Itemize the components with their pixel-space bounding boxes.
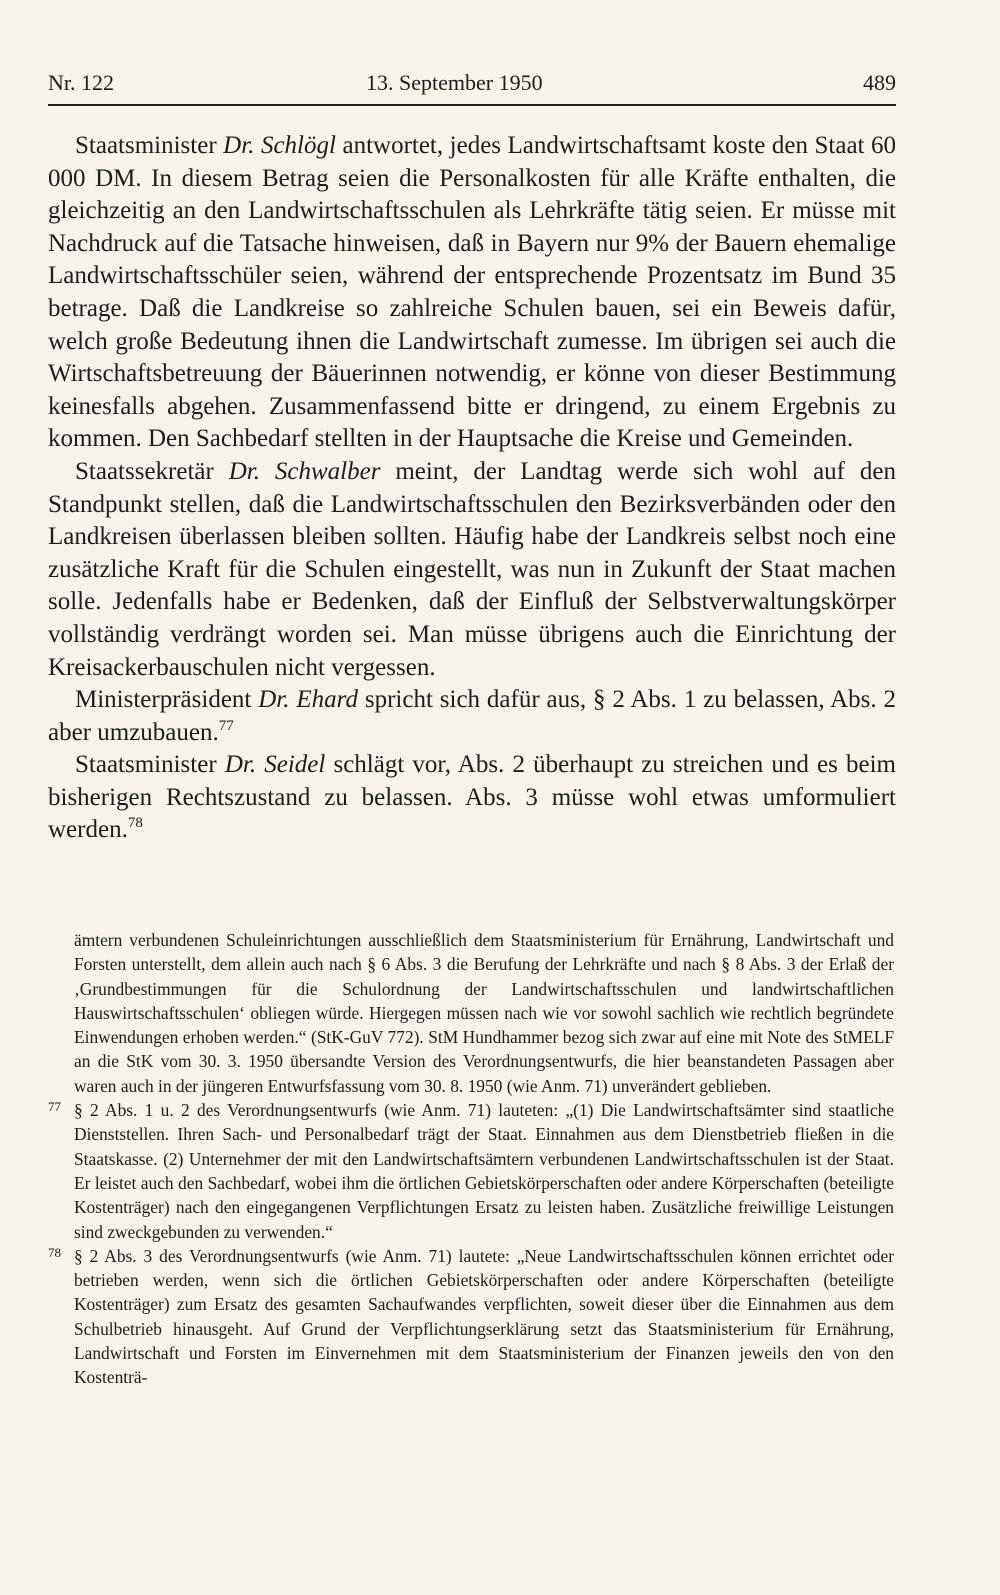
footnote-text: § 2 Abs. 1 u. 2 des Verordnungsentwurfs (wie Anm. 71) lauteten: „(1) Die Landwirtschaftsämter sind staatliche Dienststellen. Ihren Sach- und Personalbedarf trägt der Staat. Einnahmen aus dem Dienstbetrieb fließen in die Staatskasse. (2) Unternehmer der mit den Landwirtschaftsämtern verbundenen Landwirtschaftsschulen ist der Staat. Er leistet auch den Sachbedarf, wobei ihm die örtlichen Gebietskörperschaften oder andere Körperschaften (beteiligte Kostenträger) nach den eingegangenen Verpflichtungen Ersatz zu leisten haben. Zusätzliche freiwillige Leistungen sind zweckgebunden zu verwenden.“ [74, 1100, 894, 1242]
speaker-name: Dr. Schwalber [228, 457, 381, 485]
running-header [48, 64, 896, 106]
footnote-ref-77[interactable]: 77 [218, 717, 234, 734]
paragraph-schwalber [48, 456, 896, 684]
footnote-77 [48, 1098, 894, 1244]
footnote-78 [48, 1244, 894, 1390]
footnotes [48, 928, 894, 1390]
speaker-name: Dr. Ehard [258, 686, 358, 714]
document-number: Nr. 122 [48, 70, 114, 95]
main-text [48, 130, 896, 847]
paragraph-text: spricht sich dafür aus, § 2 Abs. 1 zu belassen, Abs. 2 aber umzubauen. [48, 686, 897, 746]
page-number: 489 [863, 70, 896, 95]
footnote-continued [74, 928, 894, 1098]
session-date: 13. September 1950 [366, 70, 543, 95]
paragraph-text: antwortet, jedes Landwirtschaftsamt koste den Staat 60 000 DM. In diesem Betrag seien die Personalkosten für alle Kräfte enthalten, die gleichzeitig an den Landwirtschaftsschulen als Lehrkräfte tätig seien. Er müsse mit Nachdruck auf die Tatsache hinweisen, daß in Bayern nur 9% der Bauern ehemalige Landwirtschaftsschüler seien, während der entsprechende Prozentsatz im Bund 35 betrage. Daß die Landkreise so zahlreiche Schulen bauen, sei ein Beweis dafür, welch große Bedeutung ihnen die Landwirtschaft zumesse. Im übrigen sei auch die Wirtschaftsbetreuung der Bäuerinnen notwendig, er könne von dieser Bestimmung keinesfalls abgehen. Zusammenfassend bitte er dringend, zu einem Ergebnis zu kommen. Den Sachbedarf stellten in der Hauptsache die Kreise und Gemeinden. [48, 132, 897, 453]
speaker-name: Dr. Seidel [224, 751, 326, 779]
paragraph-seidel [48, 749, 896, 847]
speaker-title: Staatsminister [75, 751, 225, 779]
speaker-title: Staatssekretär [75, 457, 229, 485]
speaker-title: Ministerpräsident [75, 686, 259, 714]
footnote-ref-78[interactable]: 78 [127, 815, 143, 832]
speaker-title: Staatsminister [75, 132, 224, 159]
speaker-name: Dr. Schlögl [223, 132, 336, 159]
footnote-text: ämtern verbundenen Schuleinrichtungen ausschließlich dem Staatsministerium für Ernährung, Landwirtschaft und Forsten unterstellt, dem allein auch nach § 6 Abs. 3 die Berufung der Lehrkräfte und nach § 8 Abs. 3 der Erlaß der ‚Grundbestimmungen für die Schulordnung der Landwirtschaftsschulen und landwirtschaftlichen Hauswirtschaftsschulen‘ obliegen würde. Hiergegen müssen nach wie vor sowohl sachlich wie rechtlich begründete Einwendungen erhoben werden.“ (StK-GuV 772). StM Hundhammer bezog sich zwar auf eine mit Note des StMELF an die StK vom 30. 3. 1950 übersandte Version des Verordnungsentwurfs, die hier beanstandeten Passagen aber waren auch in der jüngeren Entwurfsfassung vom 30. 8. 1950 (wie Anm. 71) unverändert geblieben. [74, 930, 894, 1096]
footnote-number: 77 [48, 1099, 61, 1115]
footnote-number: 78 [48, 1244, 61, 1260]
paragraph-schloegl [48, 130, 896, 456]
paragraph-text: meint, der Landtag werde sich wohl auf den Standpunkt stellen, daß die Landwirtschaftsschulen den Bezirksverbänden oder den Landkreisen überlassen bleiben sollten. Häufig habe der Landkreis selbst noch eine zusätzliche Kraft für die Schulen eingestellt, was nun in Zukunft der Staat machen solle. Jedenfalls habe er Bedenken, daß der Einfluß der Selbstverwaltungskörper vollständig verdrängt worden sei. Man müsse übrigens auch die Einrichtung der Kreisackerbauschulen nicht vergessen. [48, 457, 896, 681]
paragraph-ehard [48, 684, 896, 749]
footnote-text: § 2 Abs. 3 des Verordnungsentwurfs (wie Anm. 71) lautete: „Neue Landwirtschaftsschulen können errichtet oder betrieben werden, wenn sich die örtlichen Gebietskörperschaften oder andere Körperschaften (beteiligte Kostenträger) zum Ersatz des gesamten Sachaufwandes verpflichten, soweit dieser über die Einnahmen aus dem Schulbetrieb hinausgeht. Auf Grund der Verpflichtungserklärung setzt das Staatsministerium für Ernährung, Landwirtschaft und Forsten im Einvernehmen mit dem Staatsministerium der Finanzen jeweils den von den Kostenträ- [74, 1245, 894, 1388]
paragraph-text: schlägt vor, Abs. 2 überhaupt zu streichen und es beim bisherigen Rechtszustand zu belassen. Abs. 3 müsse wohl etwas umformuliert werden. [48, 751, 896, 844]
